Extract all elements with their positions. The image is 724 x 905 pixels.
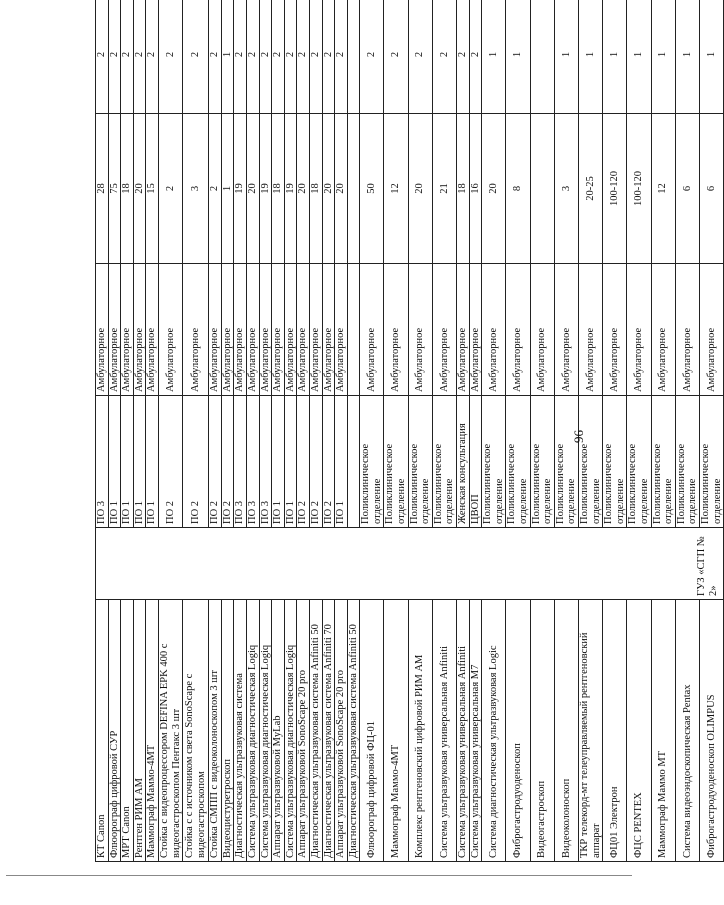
shift-count-cell: 2 [133,0,146,114]
care-type-cell: Амбулаторное [469,264,482,396]
equipment-name-cell: Система диагностическая ультразвуковая Logic [482,600,506,862]
department-cell: Поликлиническое отделение [384,396,408,528]
capacity-cell: 100-120 [603,114,627,264]
capacity-cell [530,114,554,264]
table-row [284,0,297,862]
shift-count-cell: 1 [482,0,506,114]
shift-count-cell: 1 [506,0,530,114]
shift-count-cell: 2 [146,0,159,114]
shift-count-cell: 2 [209,0,222,114]
department-cell: Поликлиническое отделение [627,396,651,528]
care-type-cell: Амбулаторное [272,264,285,396]
care-type-cell: Амбулаторное [360,264,384,396]
department-cell: Поликлиническое отделение [482,396,506,528]
table-row [121,0,134,862]
care-type-cell: Амбулаторное [578,264,602,396]
department-cell: ПО 1 [335,396,348,528]
equipment-name-cell: Флюорограф цифровой ФЦ-01 [360,600,384,862]
table-row [457,0,470,862]
shift-count-cell: 2 [309,0,322,114]
equipment-name-cell: Комплекс рентгеновский цифровой РИМ АМ [408,600,432,862]
department-cell: Поликлиническое отделение [675,396,699,528]
shift-count-cell: 2 [457,0,470,114]
capacity-cell: 20 [322,114,335,264]
shift-count-cell: 2 [322,0,335,114]
table-row [699,0,723,862]
care-type-cell: Амбулаторное [133,264,146,396]
capacity-cell: 20 [246,114,259,264]
capacity-cell: 28 [96,114,109,264]
department-cell: Поликлиническое отделение [506,396,530,528]
equipment-name-cell: Система видеоэндоскопическая Pentax [675,600,699,862]
table-row [432,0,456,862]
rotated-page [20,0,723,880]
department-cell: ПО 1 [121,396,134,528]
shift-count-cell: 2 [158,0,182,114]
equipment-name-cell: Система ультразвуковая диагностическая Logiq [284,600,297,862]
table-row [347,0,360,862]
table-row [246,0,259,862]
department-cell: Женская консультация [457,396,470,528]
care-type-cell: Амбулаторное [297,264,310,396]
care-type-cell: Амбулаторное [651,264,675,396]
care-type-cell: Амбулаторное [183,264,209,396]
department-cell: ПО 2 [309,396,322,528]
department-cell: ПО 1 [146,396,159,528]
equipment-name-cell: Аппарат ультразвуковой SonoScape 20 pro [297,600,310,862]
department-cell [347,396,360,528]
table-row [360,0,384,862]
capacity-cell: 50 [360,114,384,264]
shift-count-cell: 1 [699,0,723,114]
equipment-name-cell: Диагностическая ультразвуковая система Anfiniti 50 [347,600,360,862]
equipment-name-cell: Маммограф Маммо-4МТ [384,600,408,862]
shift-count-cell: 1 [651,0,675,114]
capacity-cell: 12 [651,114,675,264]
capacity-cell: 20 [297,114,310,264]
care-type-cell: Амбулаторное [482,264,506,396]
department-cell: ПО 2 [322,396,335,528]
care-type-cell: Амбулаторное [530,264,554,396]
capacity-cell: 20 [133,114,146,264]
equipment-name-cell: Система ультразвуковая диагностическая Logiq [246,600,259,862]
shift-count-cell: 1 [627,0,651,114]
capacity-cell [347,114,360,264]
department-cell: ПО 2 [209,396,222,528]
capacity-cell: 20 [408,114,432,264]
care-type-cell: Амбулаторное [284,264,297,396]
care-type-cell: Амбулаторное [108,264,121,396]
equipment-name-cell: Система ультразвуковая универсальная М7 [469,600,482,862]
shift-count-cell: 2 [469,0,482,114]
department-cell: ПО 2 [158,396,182,528]
equipment-name-cell: ФЦ01 Электрон [603,600,627,862]
department-cell: Поликлиническое отделение [408,396,432,528]
department-cell: ПО 1 [133,396,146,528]
care-type-cell [347,264,360,396]
capacity-cell: 15 [146,114,159,264]
equipment-name-cell: Стойка с с источником света SonoScape с видеогастроскопом [183,600,209,862]
page-number: 96 [571,430,586,443]
capacity-cell: 75 [108,114,121,264]
equipment-name-cell: ФЦС PENTEX [627,600,651,862]
care-type-cell: Амбулаторное [259,264,272,396]
department-cell: ПО 2 [297,396,310,528]
shift-count-cell: 1 [603,0,627,114]
equipment-name-cell: КТ Canon [96,600,109,862]
shift-count-cell: 2 [96,0,109,114]
capacity-cell: 8 [506,114,530,264]
equipment-name-cell: Флюорограф цифровой СУР [108,600,121,862]
department-cell: ПО 1 [272,396,285,528]
capacity-cell: 19 [259,114,272,264]
shift-count-cell: 2 [360,0,384,114]
capacity-cell: 18 [457,114,470,264]
care-type-cell: Амбулаторное [146,264,159,396]
capacity-cell: 6 [699,114,723,264]
capacity-cell: 3 [183,114,209,264]
capacity-cell: 1 [221,114,234,264]
care-type-cell: Амбулаторное [603,264,627,396]
equipment-name-cell: Фиброгастродуоденоскоп OLIMPUS [699,600,723,862]
department-cell: ПО 2 [183,396,209,528]
department-cell: ПО 3 [96,396,109,528]
equipment-name-cell: Видеоколоноскоп [554,600,578,862]
equipment-table [95,0,724,862]
department-cell: ПО 3 [246,396,259,528]
care-type-cell: Амбулаторное [309,264,322,396]
capacity-cell: 2 [209,114,222,264]
equipment-name-cell: Маммограф Маммо МТ [651,600,675,862]
shift-count-cell: 2 [259,0,272,114]
table-row [408,0,432,862]
department-cell: Поликлиническое отделение [432,396,456,528]
facility-name: ГУЗ «СГП № 2» [695,536,719,596]
care-type-cell: Амбулаторное [121,264,134,396]
care-type-cell: Амбулаторное [322,264,335,396]
care-type-cell: Амбулаторное [221,264,234,396]
shift-count-cell: 2 [108,0,121,114]
table-row [209,0,222,862]
shift-count-cell: 1 [675,0,699,114]
capacity-cell: 19 [234,114,247,264]
department-cell: Поликлиническое отделение [651,396,675,528]
equipment-name-cell: Видеоцистуретроскоп [221,600,234,862]
capacity-cell: 18 [309,114,322,264]
department-cell: Поликлиническое отделение [578,396,602,528]
capacity-cell: 100-120 [627,114,651,264]
table-row [158,0,182,862]
equipment-name-cell: Диагностическая ультразвуковая система Anfiniti 50 [309,600,322,862]
department-cell: Поликлиническое отделение [554,396,578,528]
table-row [384,0,408,862]
table-row [309,0,322,862]
equipment-name-cell: Система ультразвуковая универсальная Anfiniti [432,600,456,862]
care-type-cell: Амбулаторное [335,264,348,396]
table-row [627,0,651,862]
capacity-cell: 19 [284,114,297,264]
table-row [96,0,109,862]
department-cell: Поликлиническое отделение [603,396,627,528]
care-type-cell: Амбулаторное [457,264,470,396]
table-row [272,0,285,862]
table-row [651,0,675,862]
equipment-name-cell: Диагностическая ультразвуковая система Anfiniti 70 [322,600,335,862]
equipment-name-cell: Аппарат ультразвуковой SonoScape 20 pro [335,600,348,862]
capacity-cell: 21 [432,114,456,264]
shift-count-cell: 1 [221,0,234,114]
shift-count-cell: 1 [578,0,602,114]
department-cell: ПО 1 [284,396,297,528]
equipment-name-cell: Фиброгастродуоденоскоп [506,600,530,862]
equipment-name-cell: Стойка СМПП с видеоколоноскопом 3 шт [209,600,222,862]
shift-count-cell: 2 [272,0,285,114]
table-row [259,0,272,862]
table-row [108,0,121,862]
department-cell: Поликлиническое отделение [360,396,384,528]
capacity-cell: 16 [469,114,482,264]
equipment-name-cell: Аппарат ультразвуковой MyLab [272,600,285,862]
equipment-name-cell: Маммограф Маммо-4МТ [146,600,159,862]
capacity-cell: 20 [335,114,348,264]
care-type-cell: Амбулаторное [699,264,723,396]
department-cell: ПО 2 [221,396,234,528]
equipment-name-cell: Система ультразвуковая диагностическая Logiq [259,600,272,862]
table-row [297,0,310,862]
table-row [234,0,247,862]
shift-count-cell: 2 [432,0,456,114]
equipment-name-cell: Видеогастроскоп [530,600,554,862]
capacity-cell: 20 [482,114,506,264]
table-row [133,0,146,862]
department-cell: Поликлиническое отделение [699,396,723,528]
equipment-name-cell: Рентген РИМ АМ [133,600,146,862]
table-row [322,0,335,862]
equipment-name-cell: МРТ Canon [121,600,134,862]
table-row [221,0,234,862]
care-type-cell: Амбулаторное [432,264,456,396]
equipment-name-cell: Диагностическая ультразвуковая система [234,600,247,862]
equipment-name-cell: ТКР телекорд-мт телеуправляемый рентгеновский аппарат [578,600,602,862]
capacity-cell: 20-25 [578,114,602,264]
capacity-cell: 3 [554,114,578,264]
shift-count-cell: 2 [183,0,209,114]
shift-count-cell: 2 [408,0,432,114]
capacity-cell: 6 [675,114,699,264]
facility-cell [96,528,724,600]
care-type-cell: Амбулаторное [627,264,651,396]
shift-count-cell [347,0,360,114]
shift-count-cell [530,0,554,114]
care-type-cell: Амбулаторное [384,264,408,396]
shift-count-cell: 2 [121,0,134,114]
capacity-cell: 18 [272,114,285,264]
department-cell: ПО 1 [108,396,121,528]
care-type-cell: Амбулаторное [554,264,578,396]
table-row [335,0,348,862]
equipment-name-cell: Стойка с видеопроцессором DEFINA EPK 400 с видеогастроскопом Пентакс 3 шт [158,600,182,862]
shift-count-cell: 2 [246,0,259,114]
department-cell: ПО 3 [234,396,247,528]
department-cell: ПО 3 [259,396,272,528]
capacity-cell: 18 [121,114,134,264]
shift-count-cell: 2 [284,0,297,114]
care-type-cell: Амбулаторное [675,264,699,396]
table-row [506,0,530,862]
shift-count-cell: 2 [335,0,348,114]
care-type-cell: Амбулаторное [246,264,259,396]
equipment-name-cell: Система ультразвуковая универсальная Anfiniti [457,600,470,862]
table-row [469,0,482,862]
equipment-table-body [96,0,724,862]
department-cell: Поликлиническое отделение [530,396,554,528]
shift-count-cell: 2 [384,0,408,114]
capacity-cell: 12 [384,114,408,264]
care-type-cell: Амбулаторное [96,264,109,396]
table-row [603,0,627,862]
department-cell: ЦВОП [469,396,482,528]
care-type-cell: Амбулаторное [408,264,432,396]
table-row [675,0,699,862]
care-type-cell: Амбулаторное [158,264,182,396]
table-row [146,0,159,862]
care-type-cell: Амбулаторное [506,264,530,396]
table-row [530,0,554,862]
shift-count-cell: 2 [234,0,247,114]
shift-count-cell: 2 [297,0,310,114]
capacity-cell: 2 [158,114,182,264]
care-type-cell: Амбулаторное [209,264,222,396]
shift-count-cell: 1 [554,0,578,114]
scan-edge-line [6,875,632,876]
care-type-cell: Амбулаторное [234,264,247,396]
table-row [183,0,209,862]
table-row [482,0,506,862]
